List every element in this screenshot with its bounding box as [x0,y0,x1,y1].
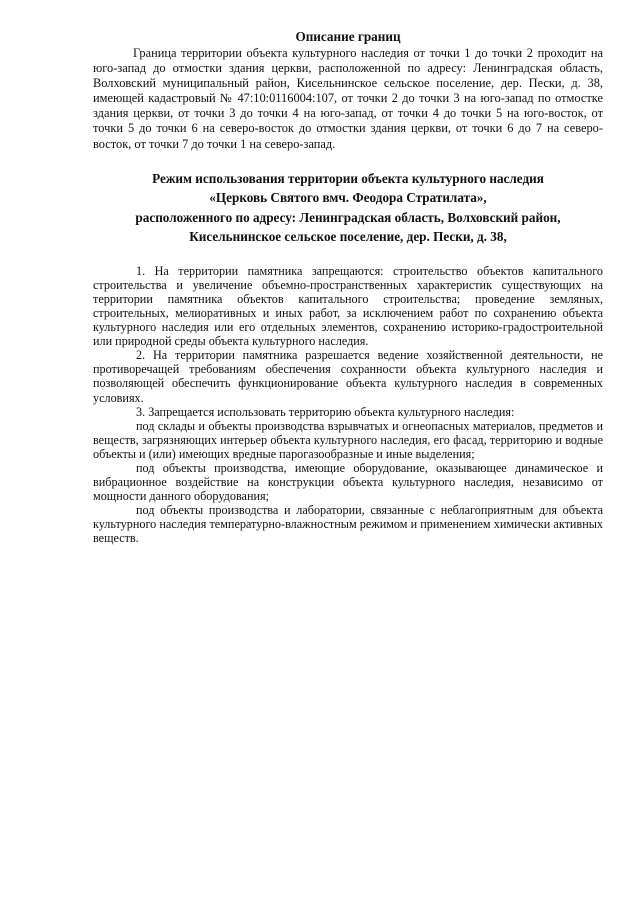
rule-subitem-3: под объекты производства и лаборатории, связанные с неблагоприятным для объекта культурного наследия температурно-влажностным режимом и применением химически активных веществ. [93,503,603,546]
rule-subitem-1: под склады и объекты производства взрывчатых и огнеопасных материалов, предметов и веществ, загрязняющих интерьер объекта культурного наследия, его фасад, территорию и водные объекты и (или) имеющих вредные парогазообразные и иные выделения; [93,418,603,461]
rule-item-2: 2. На территории памятника разрешается ведение хозяйственной деятельности, не противоречащей требованиям обеспечения сохранности объекта культурного наследия и позволяющей обеспечить функционирование объекта культурного наследия в современных условиях. [93,348,603,405]
border-description-paragraph: Граница территории объекта культурного наследия от точки 1 до точки 2 проходит на юго-запад до отмостки здания церкви, расположенной по адресу: Ленинградская область, Волховский муниципальный район, Кисельнинское сельское поселение, дер. Пески, д. 38, имеющей кадастровый № 47:10:0116004:107, от точки 2 до точки 3 на юго-запад по отмостке здания церкви, от точки 3 до точки 4 на юго-запад, от точки 4 до точки 5 на юго-восток, от точки 5 до точки 6 на северо-восток до отмостки здания церкви, от точки 6 до 7 на северо-восток, от точки 7 до точки 1 на северо-запад. [93,46,603,151]
document-content [93,28,603,546]
rule-subitem-2: под объекты производства, имеющие оборудование, оказывающее динамическое и вибрационное воздействие на конструкции объекта культурного наследия, независимо от мощности данного оборудования; [93,460,603,504]
regime-heading [93,169,603,247]
rule-item-1: 1. На территории памятника запрещаются: строительство объектов капитального строительства и увеличение объемно-пространственных характеристик существующих на территории памятника объектов капитального строительства; проведение земляных, строительных, мелиоративных и иных работ, за исключением работ по сохранению объекта культурного наследия или его отдельных элементов, сохранению историко-градостроительной или природной среды объекта культурного наследия. [93,263,603,349]
regime-heading-line-3: расположенного по адресу: Ленинградская область, Волховский район, [135,209,561,225]
regime-heading-line-4: Кисельнинское сельское поселение, дер. Пески, д. 38, [189,229,507,245]
borders-title: Описание границ [295,29,401,44]
regime-rules [93,264,603,546]
rule-item-3: 3. Запрещается использовать территорию объекта культурного наследия: [136,404,515,419]
regime-heading-line-2: «Церковь Святого вмч. Феодора Стратилата», [209,190,487,206]
regime-heading-line-1: Режим использования территории объекта культурного наследия [152,170,544,186]
